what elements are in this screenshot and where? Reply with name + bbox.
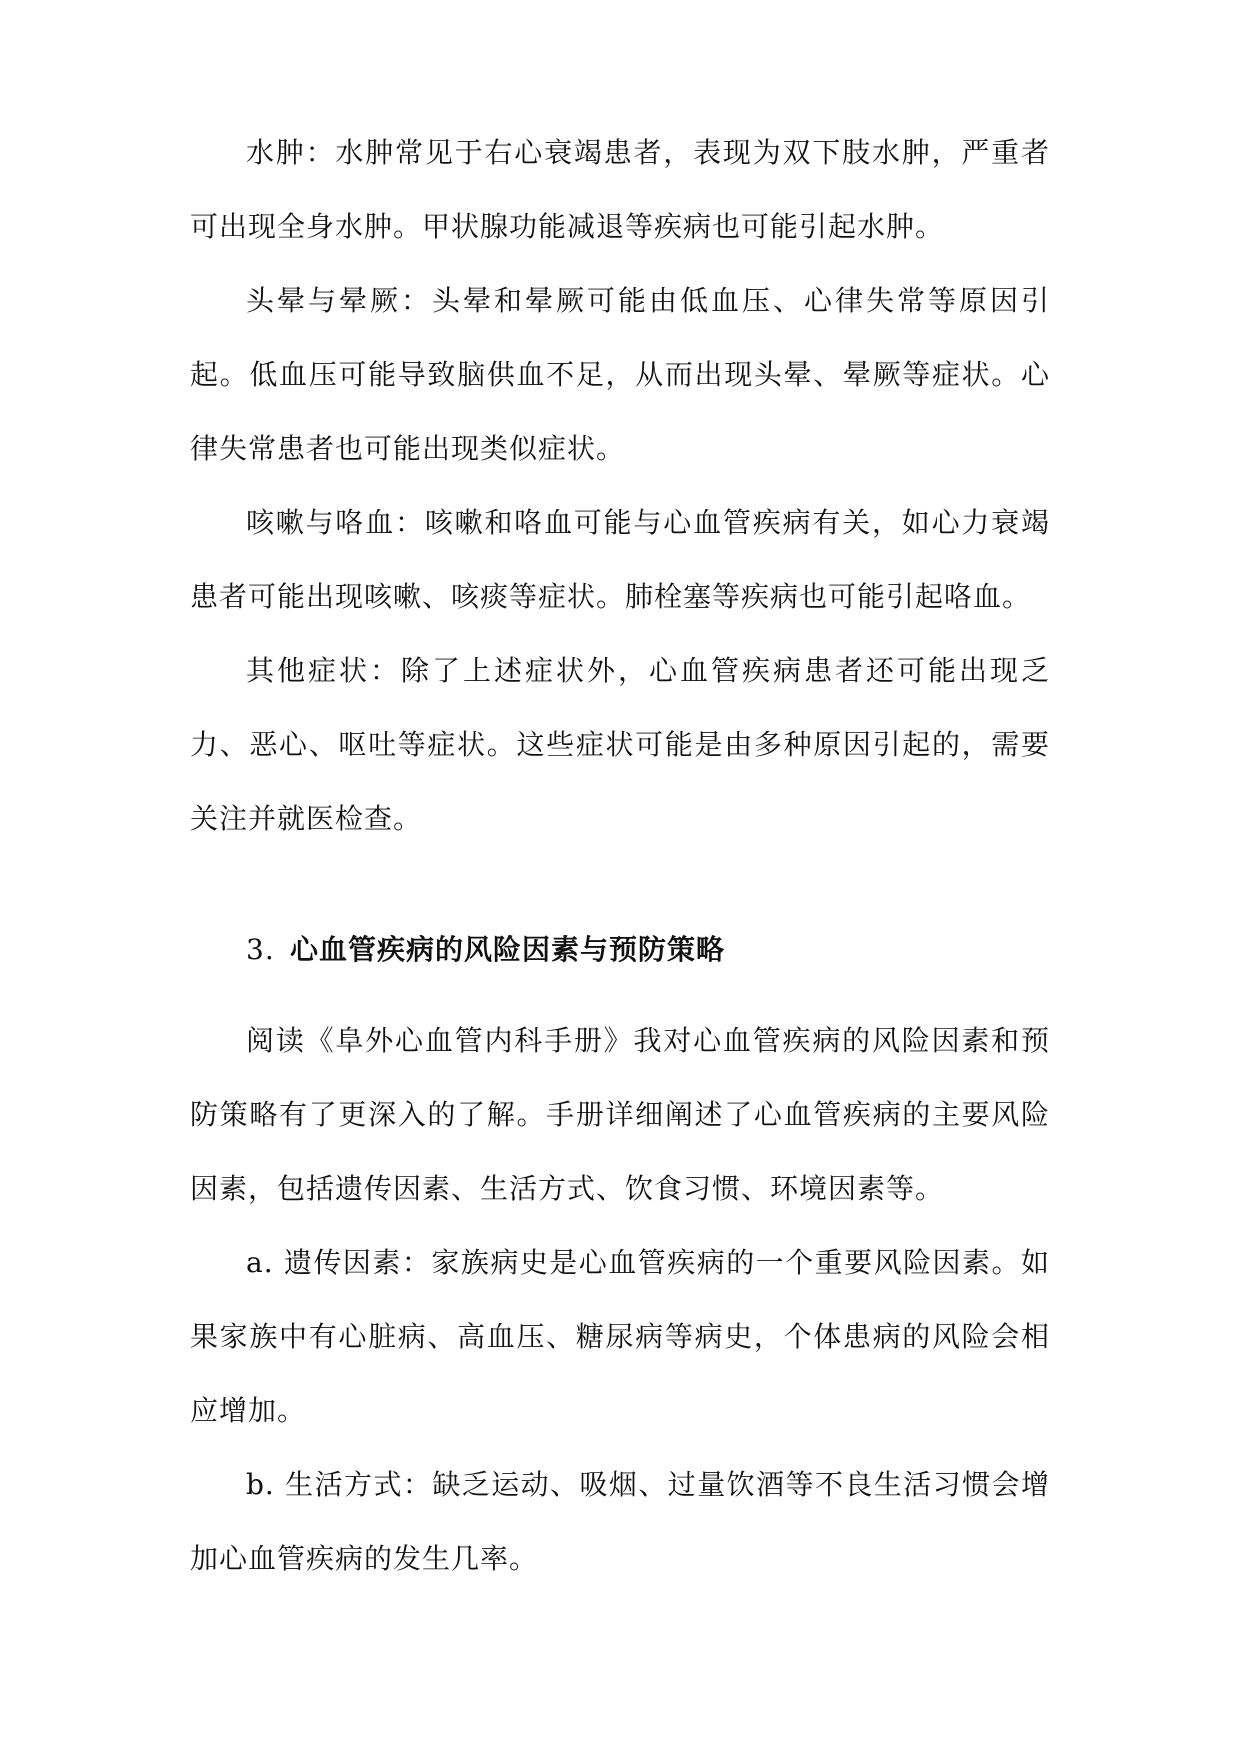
paragraph-other-symptoms: 其他症状：除了上述症状外，心血管疾病患者还可能出现乏力、恶心、呕吐等症状。这些症状可能是由多种原因引起的，需要关注并就医检查。 [190, 654, 1050, 835]
section-heading [246, 930, 1046, 970]
section-title: 心血管疾病的风险因素与预防策略 [290, 933, 726, 966]
paragraph-dizziness-syncope: 头晕与晕厥：头晕和晕厥可能由低血压、心律失常等原因引起。低血压可能导致脑供血不足，从而出现头晕、晕厥等症状。心律失常患者也可能出现类似症状。 [190, 284, 1050, 465]
paragraph-risk-intro: 阅读《阜外心血管内科手册》我对心血管疾病的风险因素和预防策略有了更深入的了解。手册详细阐述了心血管疾病的主要风险因素，包括遗传因素、生活方式、饮食习惯、环境因素等。 [190, 1024, 1050, 1205]
paragraph-edema: 水肿：水肿常见于右心衰竭患者，表现为双下肢水肿，严重者可出现全身水肿。甲状腺功能减退等疾病也可能引起水肿。 [190, 136, 1050, 243]
section-number: 3. [246, 933, 275, 966]
paragraph-genetic-factors: a. 遗传因素：家族病史是心血管疾病的一个重要风险因素。如果家族中有心脏病、高血压、糖尿病等病史，个体患病的风险会相应增加。 [190, 1246, 1050, 1427]
paragraph-lifestyle: b. 生活方式：缺乏运动、吸烟、过量饮酒等不良生活习惯会增加心血管疾病的发生几率。 [190, 1468, 1050, 1575]
paragraph-cough-hemoptysis: 咳嗽与咯血：咳嗽和咯血可能与心血管疾病有关，如心力衰竭患者可能出现咳嗽、咳痰等症状。肺栓塞等疾病也可能引起咯血。 [190, 506, 1050, 613]
